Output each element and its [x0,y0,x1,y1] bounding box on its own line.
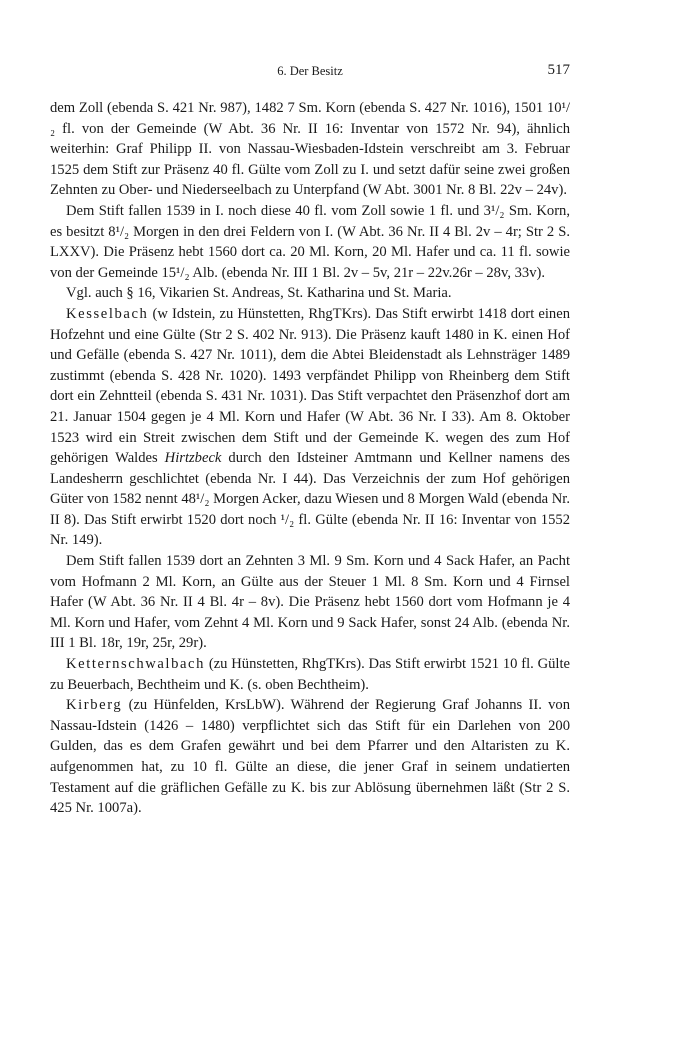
paragraph-idstein-continued: dem Zoll (ebenda S. 421 Nr. 987), 1482 7 Sm. Korn (ebenda S. 427 Nr. 1016), 1501 10¹/₂ fl. von der Gemeinde (W Abt. 36 Nr. II 16: Inventar von 1572 Nr. 94), ähnlich weiterhin: Graf Philipp II. von Nassau-Wiesbaden-Idstein verschreibt am 3. Februar 1525 dem Stift zur Präsenz 40 fl. Gülte vom Zoll zu I. und setzt dafür seine zwei großen Zehnten zu Ober- und Niederseelbach zu Unterpfand (W Abt. 3001 Nr. 8 Bl. 22v – 24v). [50,100,570,199]
section-title: 6. Der Besitz [277,64,343,78]
running-head [50,64,570,84]
body-text [50,98,570,819]
paragraph-kesselbach [50,304,570,551]
page-number: 517 [547,62,570,78]
paragraph-text: (w Idstein, zu Hünstetten, RhgTKrs). Das Stift erwirbt 1418 dort einen Hofzehnt und eine Gülte (Str 2 S. 402 Nr. 913). Die Präsenz kauft 1480 in K. einen Hof und Gefälle (ebenda S. 427 Nr. 1011), dem die Abtei Bleidenstadt als Lehnsträger 1489 zustimmt (ebenda S. 428 Nr. 1020). 1493 verpfändet Philipp von Rheinberg dem Stift dort ein Zehntteil (ebenda S. 431 Nr. 1031). Das Stift verpachtet den Präsenzhof dort am 21. Januar 1504 gegen je 4 Ml. Korn und Hafer (W Abt. 36 Nr. I 33). Am 8. Oktober 1523 wird ein Streit zwischen dem Stift und der Gemeinde K. wegen des zum Hof gehörigen Waldes [50,305,570,467]
paragraph-kirberg [50,695,570,819]
paragraph-cross-reference: Vgl. auch § 16, Vikarien St. Andreas, St. Katharina und St. Maria. [66,285,452,302]
paragraph-text: (zu Hünfelden, KrsLbW). Während der Regierung Graf Johanns II. von Nassau-Idstein (1426 – 1480) verpflichtet sich das Stift für ein Darlehen von 200 Gulden, das es dem Grafen gewährt und bei dem Pfarrer und den Altaristen zu K. aufgenommen hat, zu 10 fl. Gülte an diese, die jener Graf in seinem undatierten Testament auf die gräflichen Gefälle zu K. bis zur Ablösung übernehmen läßt (Str 2 S. 425 Nr. 1007a). [50,697,570,817]
place-name-italic: Hirtzbeck [164,450,222,467]
place-name: Ketternschwalbach [66,656,206,673]
paragraph-idstein-1539: Dem Stift fallen 1539 in I. noch diese 40 fl. vom Zoll sowie 1 fl. und 3¹/₂ Sm. Korn, es besitzt 8¹/₂ Morgen in den drei Feldern von I. (W Abt. 36 Nr. II 4 Bl. 2v – 4r; Str 2 S. LXXV). Die Präsenz hebt 1560 dort ca. 20 Ml. Korn, 20 Ml. Hafer und ca. 11 fl. sowie von der Gemeinde 15¹/₂ Alb. (ebenda Nr. III 1 Bl. 2v – 5v, 21r – 22v.26r – 28v, 33v). [50,202,570,281]
place-name: Kirberg [66,697,123,714]
paragraph-ketternschwalbach [50,654,570,695]
paragraph-kesselbach-1539: Dem Stift fallen 1539 dort an Zehnten 3 Ml. 9 Sm. Korn und 4 Sack Hafer, an Pacht vom Hofmann 2 Ml. Korn, an Gülte aus der Steuer 1 Ml. 8 Sm. Korn und 4 Firnsel Hafer (W Abt. 36 Nr. II 4 Bl. 4r – 8v). Die Präsenz hebt 1560 dort vom Hofmann je 4 Ml. Korn und Hafer, vom Zehnt 4 Ml. Korn und 9 Sack Hafer, sonst 24 Alb. (ebenda Nr. III 1 Bl. 18r, 19r, 25r, 29r). [50,553,570,652]
paragraph-text: (zu Hünstetten, RhgTKrs). Das Stift erwirbt 1521 10 fl. Gülte zu Beuerbach, Bechtheim und K. (s. oben Bechtheim). [50,656,570,693]
paragraph-text-continued: durch den Idsteiner Amtmann und Kellner namens des Landesherrn geschlichtet (ebenda Nr. I 44). Das Verzeichnis der zum Hof gehörigen Güter von 1582 nennt 48¹/₂ Morgen Acker, dazu Wiesen und 8 Morgen Wald (ebenda Nr. II 8). Das Stift erwirbt 1520 dort noch ¹/₂ fl. Gülte (ebenda Nr. II 16: Inventar von 1552 Nr. 149). [50,450,570,549]
place-name: Kesselbach [66,305,149,322]
